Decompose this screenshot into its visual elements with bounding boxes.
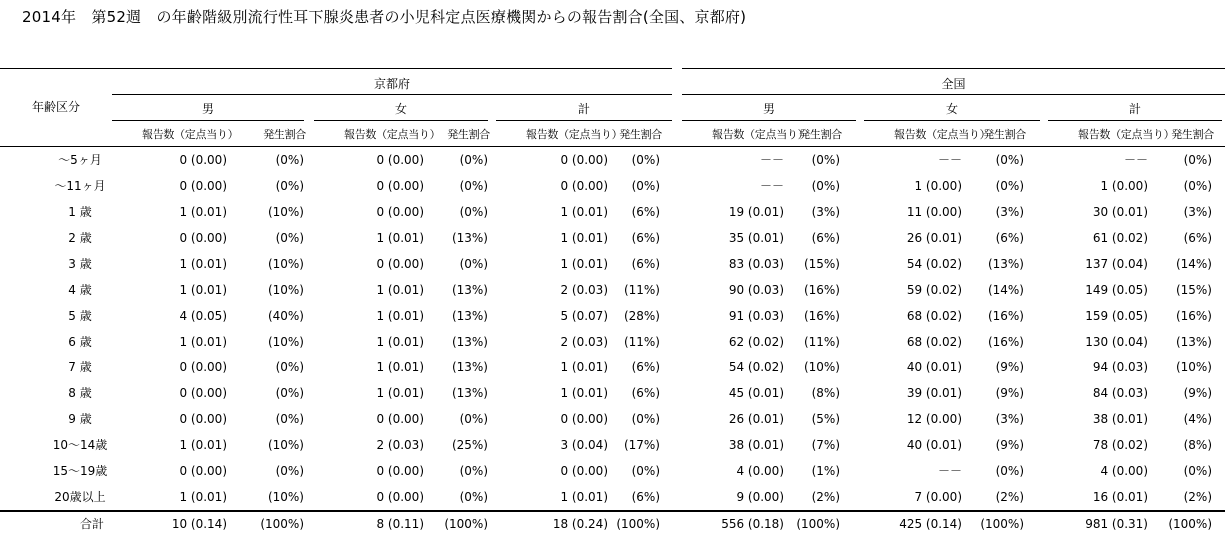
rate-cell: (6%)	[631, 386, 660, 401]
rate-cell: (0%)	[1183, 153, 1212, 167]
rate-header: 発生割合	[983, 128, 1026, 141]
report-count-cell: 0 (0.00)	[376, 464, 424, 479]
rate-cell: (13%)	[451, 334, 488, 349]
report-count-cell: 40 (0.01)	[906, 438, 962, 453]
rate-cell: (6%)	[1183, 230, 1212, 245]
report-count-cell: 1 (0.00)	[914, 178, 962, 193]
report-count-cell: 26 (0.01)	[906, 230, 962, 245]
rate-cell: (6%)	[631, 204, 660, 219]
report-count-cell: 62 (0.02)	[728, 334, 784, 349]
report-count-cell: －－	[937, 153, 962, 167]
rate-cell: (40%)	[267, 308, 304, 323]
page-title: 2014年 第52週 の年齢階級別流行性耳下腺炎患者の小児科定点医療機関からの報告割合(全国、京都府)	[22, 8, 747, 26]
report-count-cell: 0 (0.00)	[560, 464, 608, 479]
row-age-label: 3 歳	[68, 256, 92, 271]
rate-cell: (0%)	[275, 178, 304, 193]
report-count-cell: 54 (0.02)	[728, 360, 784, 375]
rule-region-kyoto	[112, 94, 672, 95]
rate-cell: (16%)	[803, 282, 840, 297]
report-count-cell: 0 (0.00)	[179, 230, 227, 245]
rate-cell: (7%)	[811, 438, 840, 453]
report-count-cell: 130 (0.04)	[1085, 334, 1148, 349]
report-count-cell: 0 (0.00)	[376, 256, 424, 271]
rate-cell: (0%)	[275, 153, 304, 167]
report-count-cell: 61 (0.02)	[1092, 230, 1148, 245]
rate-cell: (9%)	[1183, 386, 1212, 401]
rate-cell: (0%)	[459, 256, 488, 271]
rate-cell: (0%)	[631, 178, 660, 193]
age-group-header: 年齢区分	[31, 100, 81, 114]
report-count-cell: 9 (0.00)	[736, 490, 784, 505]
rate-cell: (16%)	[987, 308, 1024, 323]
rate-cell: (3%)	[811, 204, 840, 219]
rate-cell: (11%)	[623, 282, 660, 297]
rate-cell: (6%)	[811, 230, 840, 245]
rule-total-top	[0, 510, 1225, 512]
report-count-cell: 1 (0.01)	[376, 386, 424, 401]
rate-header: 発生割合	[447, 128, 490, 141]
row-age-label: 1 歳	[68, 204, 92, 219]
rate-cell: (0%)	[459, 412, 488, 427]
report-count-cell: 4 (0.00)	[736, 464, 784, 479]
report-count-header: 報告数（定点当り）	[1078, 128, 1175, 141]
rate-cell: (0%)	[631, 153, 660, 167]
report-count-cell: 12 (0.00)	[906, 412, 962, 427]
total-report-count-cell: 8 (0.11)	[376, 517, 424, 531]
rate-cell: (10%)	[267, 256, 304, 271]
report-count-cell: 91 (0.03)	[728, 308, 784, 323]
report-count-header: 報告数（定点当り）	[526, 128, 623, 141]
rule-sex-0	[112, 120, 304, 121]
rate-cell: (0%)	[631, 464, 660, 479]
report-count-cell: 38 (0.01)	[728, 438, 784, 453]
report-count-cell: 35 (0.01)	[728, 230, 784, 245]
rate-cell: (16%)	[803, 308, 840, 323]
report-count-cell: 0 (0.00)	[376, 204, 424, 219]
report-count-cell: 4 (0.00)	[1100, 464, 1148, 479]
row-age-label: 20歳以上	[54, 490, 106, 505]
total-rate-cell: (100%)	[260, 517, 304, 531]
row-age-label: 5 歳	[68, 308, 92, 323]
rule-region-national	[682, 94, 1225, 95]
rate-cell: (5%)	[811, 412, 840, 427]
sex-header: 計	[577, 102, 591, 116]
total-report-count-cell: 18 (0.24)	[552, 517, 608, 531]
report-count-cell: 1 (0.01)	[376, 230, 424, 245]
rate-cell: (2%)	[1183, 490, 1212, 505]
rule-top-national	[682, 68, 1225, 69]
rate-cell: (10%)	[267, 204, 304, 219]
rate-cell: (10%)	[267, 438, 304, 453]
report-count-cell: 45 (0.01)	[728, 386, 784, 401]
sex-header: 男	[201, 102, 215, 116]
report-count-cell: 1 (0.01)	[376, 282, 424, 297]
rate-cell: (0%)	[275, 360, 304, 375]
report-count-cell: 68 (0.02)	[906, 334, 962, 349]
rate-cell: (25%)	[451, 438, 488, 453]
report-count-cell: 0 (0.00)	[179, 153, 227, 167]
rate-header: 発生割合	[263, 128, 306, 141]
report-count-cell: 38 (0.01)	[1092, 412, 1148, 427]
report-count-cell: 1 (0.01)	[560, 230, 608, 245]
report-count-cell: 1 (0.01)	[179, 204, 227, 219]
total-report-count-cell: 425 (0.14)	[899, 517, 962, 531]
report-count-cell: 0 (0.00)	[560, 412, 608, 427]
report-count-cell: 90 (0.03)	[728, 282, 784, 297]
report-count-cell: 2 (0.03)	[560, 282, 608, 297]
report-count-header: 報告数（定点当り）	[142, 128, 239, 141]
report-count-cell: 0 (0.00)	[179, 412, 227, 427]
report-count-cell: 83 (0.03)	[728, 256, 784, 271]
total-report-count-cell: 981 (0.31)	[1085, 517, 1148, 531]
report-count-cell: 40 (0.01)	[906, 360, 962, 375]
row-age-label: ～5ヶ月	[58, 153, 102, 167]
report-count-cell: 0 (0.00)	[376, 178, 424, 193]
rate-cell: (1%)	[811, 464, 840, 479]
rate-cell: (6%)	[995, 230, 1024, 245]
rate-cell: (14%)	[987, 282, 1024, 297]
region-header-kyoto: 京都府	[373, 77, 411, 91]
sex-header: 女	[394, 102, 408, 116]
report-count-cell: 1 (0.01)	[560, 386, 608, 401]
rate-cell: (16%)	[987, 334, 1024, 349]
report-count-cell: 149 (0.05)	[1085, 282, 1148, 297]
report-count-cell: －－	[937, 464, 962, 479]
report-count-cell: 0 (0.00)	[376, 153, 424, 167]
rate-cell: (11%)	[803, 334, 840, 349]
row-age-label: 4 歳	[68, 282, 92, 297]
rate-cell: (9%)	[995, 386, 1024, 401]
rule-sex-4	[864, 120, 1040, 121]
report-count-cell: 137 (0.04)	[1085, 256, 1148, 271]
report-count-cell: 30 (0.01)	[1092, 204, 1148, 219]
report-count-cell: 5 (0.07)	[560, 308, 608, 323]
sex-header: 計	[1128, 102, 1142, 116]
report-count-cell: －－	[759, 178, 784, 193]
rule-header-bottom	[0, 146, 1225, 147]
report-count-cell: 1 (0.01)	[179, 490, 227, 505]
rate-cell: (13%)	[451, 282, 488, 297]
total-rate-cell: (100%)	[616, 517, 660, 531]
rate-cell: (9%)	[995, 438, 1024, 453]
rate-header: 発生割合	[1171, 128, 1214, 141]
rate-cell: (3%)	[995, 204, 1024, 219]
sex-header: 女	[945, 102, 959, 116]
report-count-header: 報告数（定点当り）	[344, 128, 441, 141]
rate-cell: (28%)	[623, 308, 660, 323]
rate-cell: (0%)	[459, 464, 488, 479]
rule-sex-2	[496, 120, 672, 121]
report-count-cell: 1 (0.01)	[376, 360, 424, 375]
rule-sex-5	[1048, 120, 1222, 121]
row-age-label: 6 歳	[68, 334, 92, 349]
report-count-cell: 4 (0.05)	[179, 308, 227, 323]
report-count-cell: 16 (0.01)	[1092, 490, 1148, 505]
report-count-cell: 0 (0.00)	[560, 153, 608, 167]
row-age-label: 10～14歳	[52, 438, 108, 453]
report-count-cell: 1 (0.01)	[560, 204, 608, 219]
row-age-label: 8 歳	[68, 386, 92, 401]
report-count-cell: 1 (0.01)	[179, 334, 227, 349]
report-count-cell: －－	[759, 153, 784, 167]
rate-cell: (2%)	[811, 490, 840, 505]
rate-cell: (11%)	[623, 334, 660, 349]
rate-cell: (0%)	[1183, 464, 1212, 479]
rate-cell: (0%)	[811, 178, 840, 193]
rate-cell: (0%)	[995, 464, 1024, 479]
report-count-cell: 39 (0.01)	[906, 386, 962, 401]
rate-cell: (17%)	[623, 438, 660, 453]
rate-cell: (9%)	[995, 360, 1024, 375]
report-count-cell: 1 (0.01)	[376, 308, 424, 323]
rate-cell: (3%)	[1183, 204, 1212, 219]
rule-top-kyoto	[0, 68, 672, 69]
rate-cell: (15%)	[1175, 282, 1212, 297]
rate-cell: (3%)	[995, 412, 1024, 427]
rate-header: 発生割合	[619, 128, 662, 141]
report-count-cell: 11 (0.00)	[906, 204, 962, 219]
report-count-cell: 68 (0.02)	[906, 308, 962, 323]
report-count-cell: 84 (0.03)	[1092, 386, 1148, 401]
report-count-header: 報告数（定点当り）	[712, 128, 809, 141]
sex-header: 男	[762, 102, 776, 116]
report-count-cell: 0 (0.00)	[376, 490, 424, 505]
report-count-cell: 7 (0.00)	[914, 490, 962, 505]
row-age-label: 9 歳	[68, 412, 92, 427]
rate-cell: (13%)	[987, 256, 1024, 271]
report-count-cell: 19 (0.01)	[728, 204, 784, 219]
rate-cell: (13%)	[451, 230, 488, 245]
report-count-cell: 0 (0.00)	[179, 178, 227, 193]
rate-cell: (8%)	[1183, 438, 1212, 453]
rate-cell: (0%)	[1183, 178, 1212, 193]
rate-cell: (0%)	[631, 412, 660, 427]
rate-cell: (0%)	[275, 230, 304, 245]
report-count-cell: 1 (0.01)	[376, 334, 424, 349]
report-count-cell: 1 (0.01)	[179, 438, 227, 453]
rule-sex-1	[314, 120, 488, 121]
report-count-header: 報告数（定点当り）	[894, 128, 991, 141]
total-rate-cell: (100%)	[1168, 517, 1212, 531]
rate-cell: (0%)	[459, 490, 488, 505]
row-age-label: ～11ヶ月	[54, 178, 106, 193]
report-count-cell: 2 (0.03)	[560, 334, 608, 349]
report-count-cell: 1 (0.01)	[560, 360, 608, 375]
report-count-cell: 1 (0.01)	[560, 256, 608, 271]
rule-sex-3	[682, 120, 856, 121]
rate-cell: (0%)	[811, 153, 840, 167]
rate-cell: (0%)	[275, 464, 304, 479]
rate-cell: (10%)	[267, 334, 304, 349]
rate-cell: (6%)	[631, 360, 660, 375]
report-count-cell: 0 (0.00)	[179, 386, 227, 401]
rate-cell: (15%)	[803, 256, 840, 271]
rate-cell: (2%)	[995, 490, 1024, 505]
report-count-cell: 0 (0.00)	[560, 178, 608, 193]
total-rate-cell: (100%)	[980, 517, 1024, 531]
rate-cell: (0%)	[459, 204, 488, 219]
rate-cell: (6%)	[631, 256, 660, 271]
report-count-cell: 0 (0.00)	[376, 412, 424, 427]
rate-cell: (8%)	[811, 386, 840, 401]
rate-header: 発生割合	[799, 128, 842, 141]
rate-cell: (10%)	[803, 360, 840, 375]
report-count-cell: 0 (0.00)	[179, 464, 227, 479]
report-count-cell: 1 (0.00)	[1100, 178, 1148, 193]
total-report-count-cell: 556 (0.18)	[721, 517, 784, 531]
report-count-cell: 78 (0.02)	[1092, 438, 1148, 453]
report-count-cell: －－	[1123, 153, 1148, 167]
rate-cell: (0%)	[275, 386, 304, 401]
report-count-cell: 1 (0.01)	[179, 256, 227, 271]
rate-cell: (16%)	[1175, 308, 1212, 323]
rate-cell: (0%)	[459, 153, 488, 167]
rate-cell: (6%)	[631, 230, 660, 245]
report-count-cell: 2 (0.03)	[376, 438, 424, 453]
report-count-cell: 1 (0.01)	[560, 490, 608, 505]
rate-cell: (0%)	[275, 412, 304, 427]
row-age-label: 2 歳	[68, 230, 92, 245]
rate-cell: (10%)	[267, 282, 304, 297]
rate-cell: (13%)	[451, 308, 488, 323]
rate-cell: (0%)	[995, 178, 1024, 193]
total-report-count-cell: 10 (0.14)	[171, 517, 227, 531]
rate-cell: (10%)	[1175, 360, 1212, 375]
total-label: 合計	[79, 517, 105, 531]
report-count-cell: 26 (0.01)	[728, 412, 784, 427]
rate-cell: (0%)	[459, 178, 488, 193]
row-age-label: 15～19歳	[52, 464, 108, 479]
report-count-cell: 0 (0.00)	[179, 360, 227, 375]
region-header-national: 全国	[941, 77, 966, 91]
report-count-cell: 59 (0.02)	[906, 282, 962, 297]
report-count-cell: 3 (0.04)	[560, 438, 608, 453]
rate-cell: (10%)	[267, 490, 304, 505]
report-count-cell: 1 (0.01)	[179, 282, 227, 297]
total-rate-cell: (100%)	[796, 517, 840, 531]
report-count-cell: 54 (0.02)	[906, 256, 962, 271]
total-rate-cell: (100%)	[444, 517, 488, 531]
rate-cell: (14%)	[1175, 256, 1212, 271]
rate-cell: (4%)	[1183, 412, 1212, 427]
rate-cell: (13%)	[451, 360, 488, 375]
row-age-label: 7 歳	[68, 360, 92, 375]
report-count-cell: 94 (0.03)	[1092, 360, 1148, 375]
rate-cell: (13%)	[1175, 334, 1212, 349]
rate-cell: (0%)	[995, 153, 1024, 167]
rate-cell: (13%)	[451, 386, 488, 401]
rate-cell: (6%)	[631, 490, 660, 505]
report-count-cell: 159 (0.05)	[1085, 308, 1148, 323]
